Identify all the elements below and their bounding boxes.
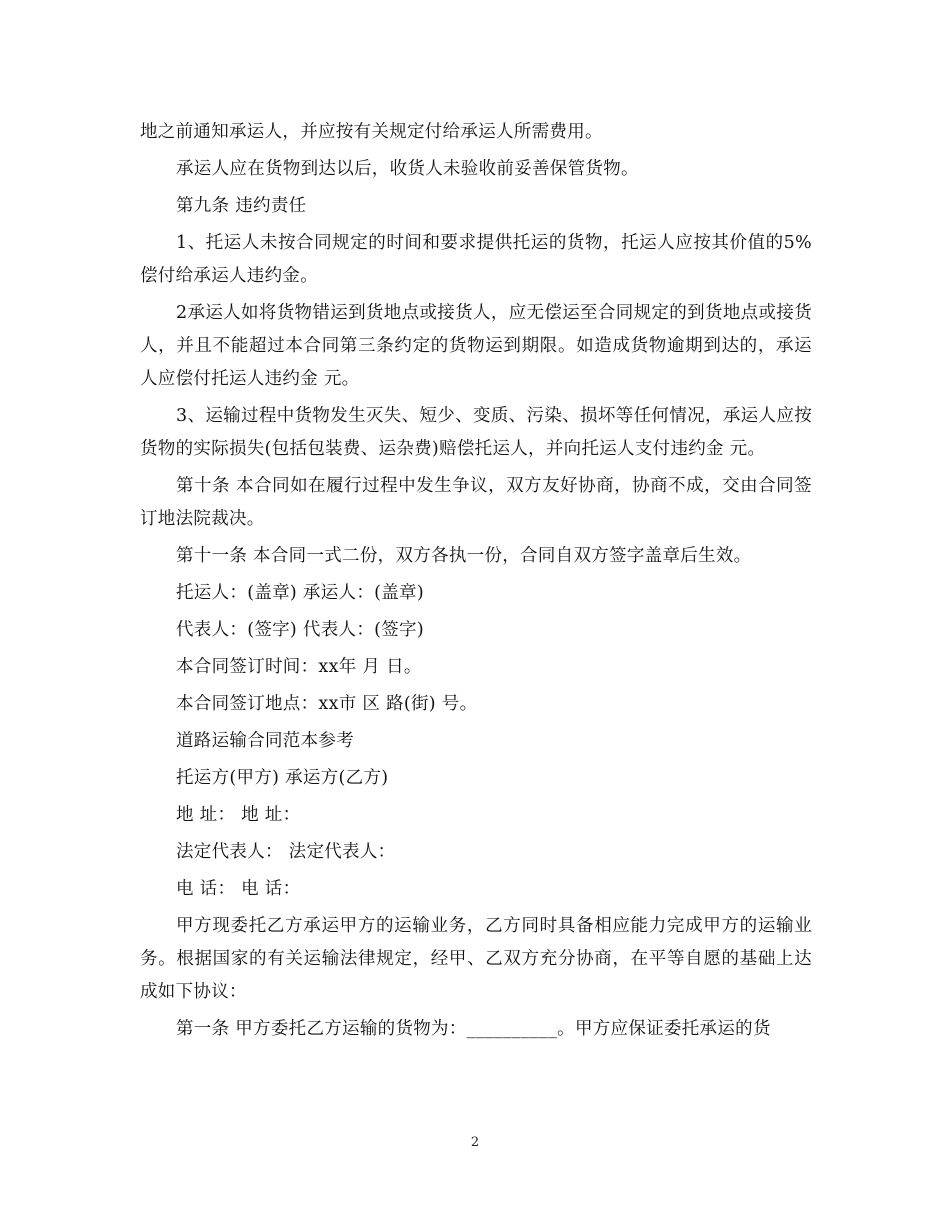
- section-article-10: 第十条 本合同如在履行过程中发生争议，双方友好协商，协商不成，交由合同签订地法院裁决。: [140, 476, 812, 529]
- paragraph: 1、托运人未按合同规定的时间和要求提供托运的货物，托运人应按其价值的5%偿付给承运人违约金。: [140, 233, 812, 286]
- signing-location: 本合同签订地点：xx市 区 路(街) 号。: [176, 694, 478, 714]
- phone-line: 电 话： 电 话：: [176, 879, 301, 899]
- address-line: 地 址： 地 址：: [176, 805, 301, 825]
- paragraph: 3、运输过程中货物发生灭失、短少、变质、污染、损坏等任何情况，承运人应按货物的实际损失(包括包装费、运杂费)赔偿托运人，并向托运人支付违约金 元。: [140, 406, 812, 459]
- paragraph: 承运人应在货物到达以后，收货人未验收前妥善保管货物。: [176, 159, 639, 179]
- signature-line-seal: 托运人：(盖章) 承运人：(盖章): [176, 583, 424, 603]
- paragraph: 地之前通知承运人，并应按有关规定付给承运人所需费用。: [140, 122, 603, 142]
- page-number: 2: [470, 1135, 480, 1150]
- legal-representative-line: 法定代表人： 法定代表人：: [176, 842, 396, 862]
- signature-line-representative: 代表人：(签字) 代表人：(签字): [176, 620, 424, 640]
- document-subtitle: 道路运输合同范本参考: [176, 731, 354, 751]
- paragraph: 甲方现委托乙方承运甲方的运输业务，乙方同时具备相应能力完成甲方的运输业务。根据国家的有关运输法律规定，经甲、乙双方充分协商，在平等自愿的基础上达成如下协议：: [140, 916, 812, 1002]
- paragraph: 2承运人如将货物错运到货地点或接货人，应无偿运至合同规定的到货地点或接货人，并且不能超过本合同第三条约定的货物运到期限。如造成货物逾期到达的，承运人应偿付托运人违约金 元。: [140, 303, 812, 389]
- section-article-1: 第一条 甲方委托乙方运输的货物为：__________。甲方应保证委托承运的货: [176, 1019, 771, 1039]
- section-heading-article-9: 第九条 违约责任: [176, 196, 307, 216]
- party-header: 托运方(甲方) 承运方(乙方): [176, 768, 389, 788]
- signing-date: 本合同签订时间：xx年 月 日。: [176, 657, 422, 677]
- section-article-11: 第十一条 本合同一式二份，双方各执一份，合同自双方签字盖章后生效。: [176, 546, 752, 566]
- document-body: [140, 116, 812, 1050]
